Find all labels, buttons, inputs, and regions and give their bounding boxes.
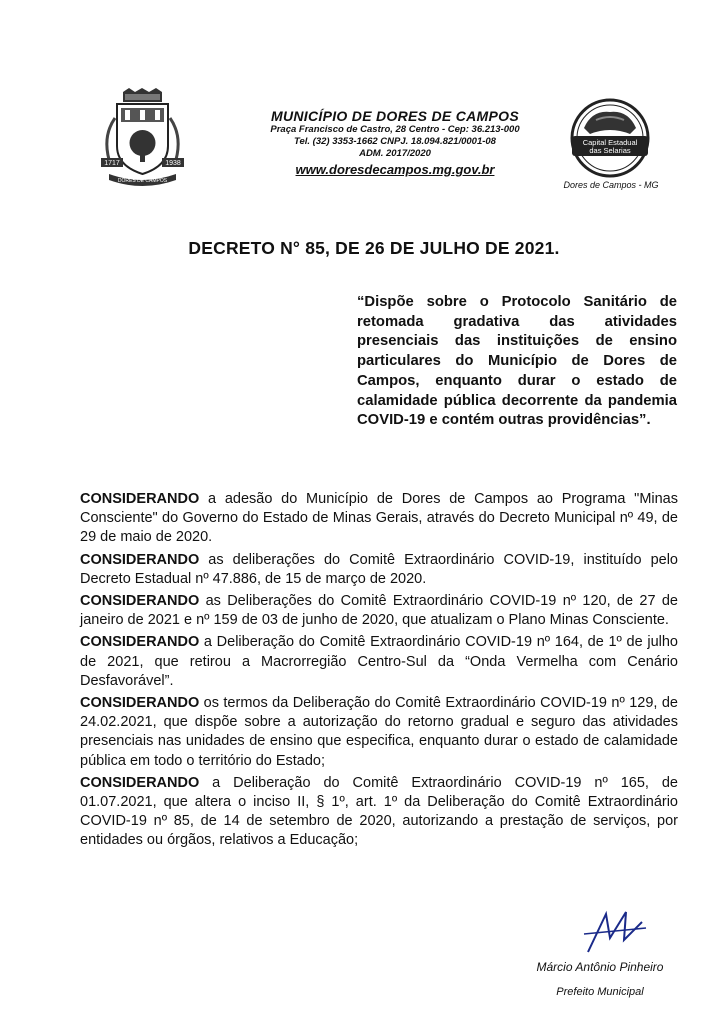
website-link[interactable]: www.doresdecampos.mg.gov.br [295,162,495,177]
selarias-seal-logo [560,90,660,190]
decree-summary: “Dispõe sobre o Protocolo Sanitário de retomada gradativa das atividades presenciais das instituições de ensino particulares do Município de Dores de Campos, enquanto durar o estado de calamidade pública decorrente da pandemia COVID-19 e contém outras providências”. [357,294,677,429]
municipality-name: MUNICÍPIO DE DORES DE CAMPOS [271,108,519,124]
considerando-paragraph [80,694,678,771]
phone-cnpj: Tel. (32) 3353-1662 CNPJ. 18.094.821/0001-08 [294,136,496,147]
considerando-paragraph [80,551,678,589]
considerando-text: as deliberações do Comitê Extraordinário COVID-19, instituído pelo Decreto Estadual nº 47.886, de 15 de março de 2020. [80,551,678,587]
handwritten-signature [580,908,650,958]
considerando-lead: CONSIDERANDO [80,551,200,568]
considerandos-section [80,490,678,854]
svg-text:das Selarias: das Selarias [589,146,631,155]
considerando-paragraph [80,592,678,630]
municipal-crest-logo [95,88,190,188]
signer-role: Prefeito Municipal [556,986,644,998]
considerando-lead: CONSIDERANDO [80,593,200,610]
letterhead [230,108,560,177]
considerando-paragraph [80,633,678,691]
seal-caption: Dores de Campos - MG [563,180,659,190]
considerando-paragraph [80,490,678,548]
considerando-lead: CONSIDERANDO [80,491,200,507]
considerando-text: os termos da Deliberação do Comitê Extraordinário COVID-19 nº 129, de 24.02.2021, que dispõe sobre a autorização do retorno gradual e seguro das atividades presenciais nas unidades de ensino que especifica, enquanto durar o estado de calamidade pública em todo o território do Estado; [80,695,678,769]
considerando-text: a Deliberação do Comitê Extraordinário COVID-19 nº 164, de 1º de julho de 2021, que retirou a Macrorregião Centro-Sul da “Onda Vermelha com Cenário Desfavorável”. [80,634,678,689]
considerando-lead: CONSIDERANDO [80,634,200,651]
signer-name: Márcio Antônio Pinheiro [536,960,664,974]
svg-text:Capital Estadual: Capital Estadual [582,138,638,147]
crest-banner: DORES DE CAMPOS [117,178,168,184]
crest-year-left: 1717 [104,160,120,167]
address: Praça Francisco de Castro, 28 Centro - Cep: 36.213-000 [270,124,520,135]
considerando-paragraph [80,774,678,851]
considerando-lead: CONSIDERANDO [80,695,200,712]
considerando-text: a adesão do Município de Dores de Campos ao Programa "Minas Consciente" do Governo do Estado de Minas Gerais, através do Decreto Municipal nº 49, de 29 de maio de 2020. [80,491,678,546]
considerando-text: as Deliberações do Comitê Extraordinário COVID-19 nº 120, de 27 de janeiro de 2021 e nº 159 de 03 de junho de 2020, que atualizam o Plano Minas Consciente. [80,593,678,629]
considerando-text: a Deliberação do Comitê Extraordinário COVID-19 nº 165, de 01.07.2021, que altera o inciso II, § 1º, art. 1º da Deliberação do Comitê Extraordinário COVID-19 nº 85, de 14 de setembro de 2020, autorizando a prestação de serviços, por entidades ou órgãos, relativos a Educação; [80,774,678,849]
crest-year-right: 1938 [165,160,181,167]
decree-title: DECRETO N° 85, DE 26 DE JULHO DE 2021. [188,238,560,258]
considerando-lead: CONSIDERANDO [80,774,200,791]
administration: ADM. 2017/2020 [359,148,431,159]
